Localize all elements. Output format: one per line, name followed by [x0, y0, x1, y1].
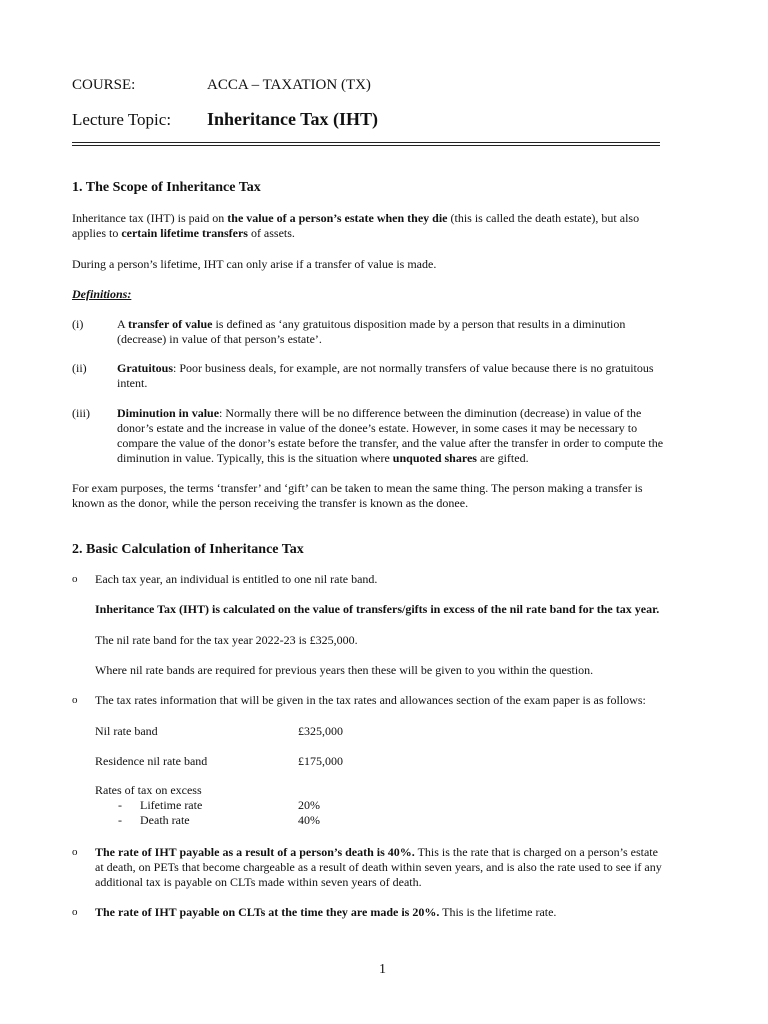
page-number: 1 [379, 962, 386, 977]
lifetime-rate-paragraph: The rate of IHT payable on CLTs at the time they are made is 20%. This is the lifetime rate. [95, 905, 557, 919]
dash-marker: - [118, 798, 122, 812]
lifetime-paragraph: During a person’s lifetime, IHT can only arise if a transfer of value is made. [72, 257, 437, 271]
lifetime-rate-value: 20% [298, 798, 320, 812]
bullet-marker: o [72, 573, 78, 585]
topic-label: Lecture Topic: [72, 110, 172, 129]
section2-heading: 2. Basic Calculation of Inheritance Tax [72, 542, 304, 557]
rates-on-excess-label: Rates of tax on excess [95, 783, 202, 797]
nil-rate-band-amount: The nil rate band for the tax year 2022-23 is £325,000. [95, 633, 358, 647]
death-rate-value: 40% [298, 813, 320, 827]
death-rate-paragraph: The rate of IHT payable as a result of a person’s death is 40%. This is the rate that is charged on a person’s estate at death, on PETs that become chargeable as a result of death within seven years, and is also the rate used to see if any additional tax is payable on CLTs made within seven years of death. [95, 845, 662, 889]
definition-3-number: (iii) [72, 406, 90, 420]
definition-2-text: Gratuitous: Poor business deals, for example, are not normally transfers of value because there is no gratuitous intent. [117, 361, 654, 390]
topic-value: Inheritance Tax (IHT) [207, 109, 379, 129]
course-label: COURSE: [72, 77, 136, 93]
residence-nil-rate-band-value: £175,000 [298, 754, 343, 768]
nil-rate-band-label: Nil rate band [95, 724, 158, 738]
dash-marker: - [118, 813, 122, 827]
residence-nil-rate-band-label: Residence nil rate band [95, 754, 208, 768]
bullet-marker: o [72, 694, 78, 706]
iht-calculation-statement: Inheritance Tax (IHT) is calculated on the value of transfers/gifts in excess of the nil rate band for the tax year. [95, 602, 660, 616]
donor-donee-paragraph: For exam purposes, the terms ‘transfer’ and ‘gift’ can be taken to mean the same thing. The person making a transfer is known as the donor, while the person receiving the transfer is known as the donee. [72, 481, 643, 510]
course-value: ACCA – TAXATION (TX) [207, 77, 371, 93]
death-rate-label: Death rate [140, 813, 190, 827]
definition-2-number: (ii) [72, 361, 87, 375]
definitions-label: Definitions: [72, 287, 132, 301]
nil-rate-band-value: £325,000 [298, 724, 343, 738]
header-rule-top [72, 142, 660, 143]
nil-rate-band-entitlement: Each tax year, an individual is entitled to one nil rate band. [95, 572, 378, 586]
definition-3-text: Diminution in value: Normally there will be no difference between the diminution (decrease) in value of the donor’s estate and the increase in value of the donee’s estate. However, in some cases it may be necessary to compare the value of the donor’s estate before the transfer, and the value after the transfer in order to compute the diminution in value. Typically, this is the situation where unquoted shares are gifted. [117, 406, 664, 465]
bullet-marker: o [72, 846, 78, 858]
header-rule-bottom [72, 145, 660, 146]
bullet-marker: o [72, 906, 78, 918]
section1-heading: 1. The Scope of Inheritance Tax [72, 180, 261, 195]
scope-paragraph: Inheritance tax (IHT) is paid on the value of a person’s estate when they die (this is called the death estate), but also applies to certain lifetime transfers of assets. [72, 211, 640, 240]
lifetime-rate-label: Lifetime rate [140, 798, 203, 812]
definition-1-text: A transfer of value is defined as ‘any gratuitous disposition made by a person that results in a diminution (decrease) in value of that person’s estate’. [117, 317, 626, 346]
previous-years-note: Where nil rate bands are required for previous years then these will be given to you within the question. [95, 663, 594, 677]
tax-rates-intro: The tax rates information that will be given in the tax rates and allowances section of the exam paper is as follows: [95, 693, 646, 707]
definition-1-number: (i) [72, 317, 84, 331]
